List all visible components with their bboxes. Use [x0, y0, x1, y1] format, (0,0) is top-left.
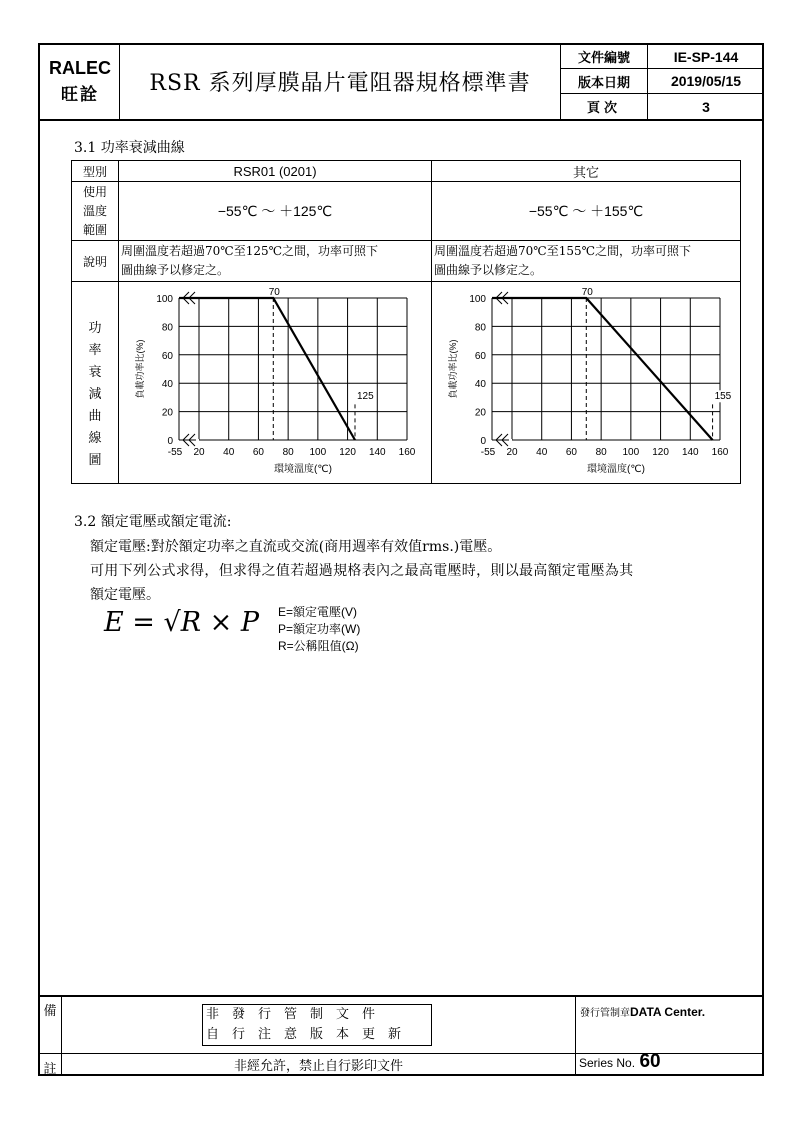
note-other-line1: 周圍溫度若超過70℃至155℃之間，功率可照下	[434, 244, 692, 258]
x-tick-label: 140	[681, 447, 699, 458]
end-annotation: 125	[357, 391, 374, 403]
x-tick-label: 20	[193, 447, 205, 458]
y-tick-label: 100	[156, 294, 173, 305]
header-bottom-rule	[38, 119, 764, 121]
note-rsr01-line1: 周圍溫度若超過70℃至125℃之間，功率可照下	[121, 244, 379, 258]
y-tick-label: 60	[161, 350, 173, 362]
remark-label-1: 備	[43, 1004, 57, 1019]
issue-control-stamp	[580, 1004, 705, 1019]
page-label: 頁次	[586, 101, 621, 116]
formula-explanation-line1: 可用下列公式求得，但求得之值若超過規格表內之最高電壓時，則以最高額定電壓為其	[90, 563, 634, 579]
document-title: RSR 系列厚膜晶片電阻器規格標準書	[149, 71, 531, 96]
x-tick-label: 40	[223, 447, 235, 458]
legend-p: P=額定功率(W)	[278, 622, 361, 636]
doc-number-label: 文件編號	[577, 51, 630, 66]
y-tick-label: 60	[474, 350, 486, 362]
series-number-block	[579, 1051, 661, 1073]
note-other-line2: 圖曲線予以修定之。	[434, 263, 543, 277]
footer-top-rule	[38, 995, 764, 997]
issue-prefix: 發行管制章	[580, 1008, 630, 1019]
formula-legend	[278, 604, 360, 655]
x-tick-label: 60	[252, 447, 264, 458]
table-right-rule	[740, 160, 741, 483]
knee-annotation: 70	[268, 287, 280, 298]
table-left-rule	[71, 160, 72, 483]
company-name-en: RALEC	[49, 58, 111, 78]
end-annotation: 155	[714, 391, 732, 403]
table-type-label: 型別	[82, 164, 107, 179]
section-3-1-heading: 3.1 功率衰減曲線	[74, 140, 185, 156]
issue-center: DATA Center.	[630, 1005, 706, 1019]
legend-r: R=公稱阻值(Ω)	[278, 639, 359, 653]
y-tick-label: 20	[474, 407, 486, 419]
x-tick-label: 60	[565, 447, 577, 458]
y-tick-label: 100	[469, 294, 486, 305]
y-tick-label: 40	[474, 379, 486, 391]
table-bottom-rule	[71, 483, 741, 484]
x-tick-label: 100	[309, 447, 327, 458]
derating-curve	[492, 298, 713, 440]
table-col1-header: RSR01 (0201)	[233, 163, 317, 179]
x-tick-label: 160	[711, 447, 729, 458]
x-tick-label: -55	[167, 447, 183, 458]
section-3-2-heading: 3.2 額定電壓或額定電流:	[74, 514, 232, 530]
x-tick-label: 100	[622, 447, 640, 458]
curve-row-label: 功率衰減曲線圖	[88, 321, 102, 468]
x-tick-label: 40	[536, 447, 548, 458]
y-axis-label: 負載功率比(%)	[448, 339, 458, 399]
x-tick-label: 20	[506, 447, 518, 458]
note-other	[434, 242, 691, 280]
y-tick-label: 20	[161, 407, 173, 419]
version-date-label: 版本日期	[577, 75, 630, 91]
page-number: 3	[702, 98, 710, 115]
derating-chart-rsr01-svg	[119, 282, 431, 482]
table-col2-header: 其它	[572, 165, 599, 181]
stamp-line2: 自 行 注 意 版 本 更 新	[206, 1027, 402, 1042]
y-tick-label: 0	[167, 436, 173, 447]
x-axis-label: 環境溫度(℃)	[274, 464, 332, 475]
y-tick-label: 0	[480, 436, 486, 447]
x-axis-label: 環境溫度(℃)	[587, 464, 645, 475]
x-tick-label: 140	[368, 447, 386, 458]
voltage-formula: E = √R × P	[104, 607, 259, 638]
derating-chart-other-svg	[432, 282, 740, 482]
y-axis-label: 負載功率比(%)	[135, 339, 145, 399]
knee-annotation: 70	[581, 287, 593, 298]
version-date-value: 2019/05/15	[670, 73, 742, 89]
note-label: 說明	[82, 254, 107, 269]
note-rsr01	[121, 242, 378, 280]
x-tick-label: -55	[480, 447, 496, 458]
derating-curve	[179, 298, 355, 440]
axis-break-gap	[196, 439, 199, 441]
series-label: Series No.	[579, 1056, 636, 1070]
y-tick-label: 40	[161, 379, 173, 391]
x-tick-label: 120	[652, 447, 669, 458]
x-tick-label: 80	[282, 447, 294, 458]
temp-range-label: 使用溫度範圍	[82, 185, 107, 237]
derating-chart-rsr01	[119, 282, 431, 482]
table-rule-2	[71, 240, 741, 241]
stamp-line1: 非 發 行 管 制 文 件	[206, 1007, 376, 1022]
y-tick-label: 80	[161, 322, 173, 334]
axis-break-gap	[509, 439, 512, 441]
remark-label-2: 註	[43, 1062, 57, 1077]
doc-number-value: IE-SP-144	[673, 48, 739, 65]
footer-divider-right	[575, 995, 576, 1075]
no-copy-notice: 非經允許，禁止自行影印文件	[233, 1059, 403, 1074]
x-tick-label: 120	[339, 447, 356, 458]
rated-voltage-definition: 額定電壓:對於額定功率之直流或交流(商用週率有效值rms.)電壓。	[90, 539, 502, 555]
x-tick-label: 80	[595, 447, 607, 458]
note-rsr01-line2: 圖曲線予以修定之。	[121, 263, 230, 277]
temp-range-other: −55℃ ～ ＋155℃	[528, 203, 644, 219]
x-tick-label: 160	[398, 447, 416, 458]
y-tick-label: 80	[474, 322, 486, 334]
series-number: 60	[639, 1051, 661, 1072]
company-name-zh: 旺詮	[61, 85, 99, 105]
uncontrolled-document-stamp	[202, 1004, 432, 1046]
derating-chart-other	[432, 282, 740, 482]
legend-e: E=額定電壓(V)	[278, 605, 358, 619]
formula-explanation-line2: 額定電壓。	[90, 587, 160, 603]
temp-range-rsr01: −55℃ ～ ＋125℃	[217, 203, 333, 219]
